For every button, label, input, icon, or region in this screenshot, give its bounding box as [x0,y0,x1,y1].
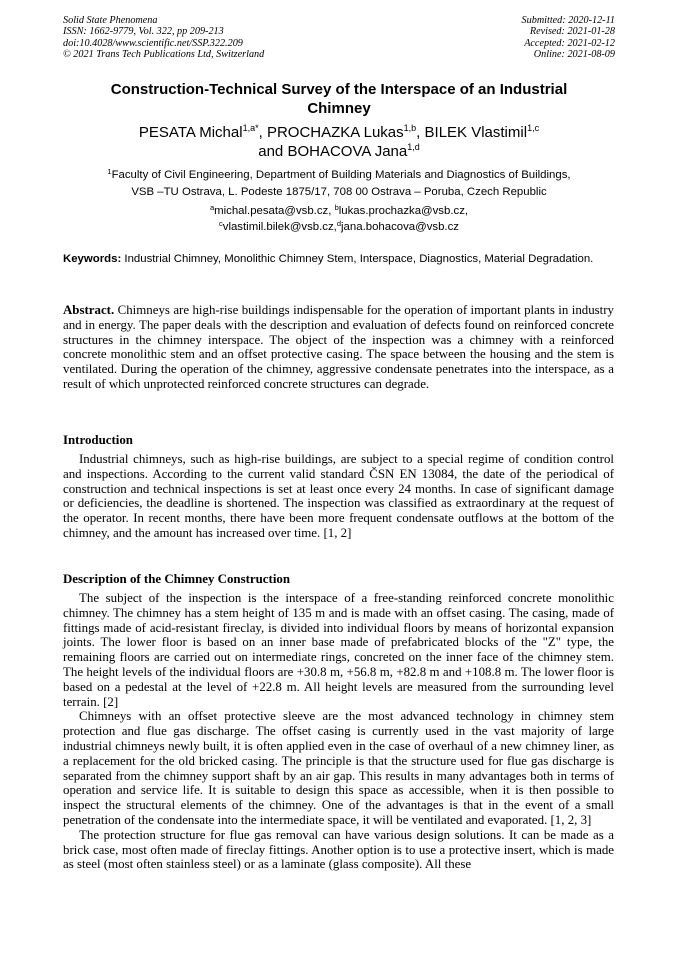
email-mark: b [334,203,339,212]
keywords-label: Keywords: [63,253,122,265]
paragraph: Industrial chimneys, such as high-rise buildings, are subject to a special regime of condition control and inspections. According to the current valid standard ČSN EN 13084, the date of the periodical of construction and technical inspections is set at least once every 24 months. In case of significant damage or deficiencies, the deadline is shortened. The inspection was classified as extraordinary at the request of the operator. In recent months, there have been more frequent condensate outflows at the bottom of the chimney, and the amount has increased over time. [1, 2] [63,452,614,540]
author-separator: , [416,124,425,141]
paragraph: Chimneys with an offset protective sleeve are the most advanced technology in chimney stem protection and flue gas discharge. The offset casing is currently used in the vast majority of large industrial chimneys newly built, it is often applied even in the case of overhaul of a new chimney liner, as a replacement for the old bricked casing. The principle is that the structure used for flue gas discharge is separated from the chimney support shaft by an air gap. This results in many advantages both in terms of operation and service life. It is suitable to design this space as accessible, when it is then possible to inspect the structural elements of the chimney. One of the advantages is that in the event of a small penetration of the condensate into the intermediate space, it will be ventilated and evaporated. [1, 2, 3] [63,709,614,827]
section-heading: Description of the Chimney Construction [63,572,291,586]
author-affiliation-mark: 1,d [407,142,420,152]
affiliation-line: VSB –TU Ostrava, L. Podeste 1875/17, 708 00 Ostrava – Poruba, Czech Republic [131,185,547,198]
abstract [63,303,614,392]
author-affiliation-mark: 1,b [403,123,417,133]
journal-copyright: © 2021 Trans Tech Publications Ltd, Switzerland [63,49,265,61]
keywords-text: Industrial Chimney, Monolithic Chimney Stem, Interspace, Diagnostics, Material Degradation. [124,253,594,265]
author-name: BOHACOVA Jana [287,143,408,160]
email-address: michal.pesata@vsb.cz, [214,205,335,217]
section-heading: Introduction [63,433,133,447]
paragraph: The protection structure for flue gas removal can have various design solutions. It can be made as a brick case, most often made of fireclay fittings. Another option is to use a protective insert, which is made as steel (most often stainless steel) or as a laminate (glass composite). All these [63,827,614,872]
email-mark: c [219,218,223,228]
email-address: vlastimil.bilek@vsb.cz, [222,220,337,233]
date-submitted: Submitted: 2020-12-11 [521,15,615,26]
journal-issn: ISSN: 1662-9779, Vol. 322, pp 209-213 [63,26,224,38]
journal-doi: doi:10.4028/www.scientific.net/SSP.322.209 [63,37,243,49]
author-emails [90,204,588,235]
author-affiliation-mark: 1,a* [242,123,259,133]
author-affiliation-mark: 1,c [527,123,540,133]
introduction-section [63,433,614,541]
date-revised: Revised: 2021-01-28 [529,26,615,38]
date-accepted: Accepted: 2021-02-12 [524,37,615,49]
affiliation-mark: 1 [107,167,112,176]
paragraph: The subject of the inspection is the interspace of a free-standing reinforced concrete monolithic chimney. The chimney has a stem height of 135 m and is made with an offset casing. The casing, made of fittings made of acid-resistant fireclay, is divided into individual floors by means of horizontal expansion joints. The lower floor is based on an inner base made of prefabricated blocks of the "Z" type, the remaining floors are carried out on intermediate rings, concreted on the inner face of the chimney stem. The height levels of the individual floors are +30.8 m, +56.8 m, +82.8 m and +108.8 m. The lower floor is based on a pedestal at the level of +22.8 m. All height levels are measured from the surrounding level terrain. [2] [63,591,614,709]
email-mark: a [209,203,215,212]
abstract-label: Abstract. [63,303,115,317]
author-name: PESATA Michal [138,124,243,141]
journal-name: Solid State Phenomena [63,15,158,26]
affiliation-line: Faculty of Civil Engineering, Department of Building Materials and Diagnostics of Buildings, [111,169,571,181]
journal-info [63,15,264,61]
author-list [70,123,608,161]
keywords [63,252,614,268]
author-separator: , [258,124,267,141]
email-mark: d [336,218,342,228]
author-name: PROCHAZKA Lukas [266,124,404,141]
affiliation [70,167,608,200]
abstract-text: Chimneys are high-rise buildings indispensable for the operation of important plants in industry and in energy. The paper deals with the description and evaluation of defects found on reinforced concrete structures in the chimney interspace. The object of the inspection was a chimney with a reinforced concrete monolithic stem and an offset protective casing. The space between the housing and the stem is ventilated. During the operation of the chimney, aggressive condensate penetrates into the interspace, as a result of which unprotected reinforced concrete structures can degrade. [63,303,614,391]
publication-dates [522,15,615,61]
author-separator: and [258,143,288,160]
author-name: BILEK Vlastimil [424,124,528,141]
email-address: jana.bohacova@vsb.cz [341,220,459,233]
description-section [63,572,614,872]
date-online: Online: 2021-08-09 [533,49,615,61]
paper-title: Construction-Technical Survey of the Interspace of an Industrial Chimney [110,81,568,117]
email-address: lukas.prochazka@vsb.cz, [338,205,469,217]
